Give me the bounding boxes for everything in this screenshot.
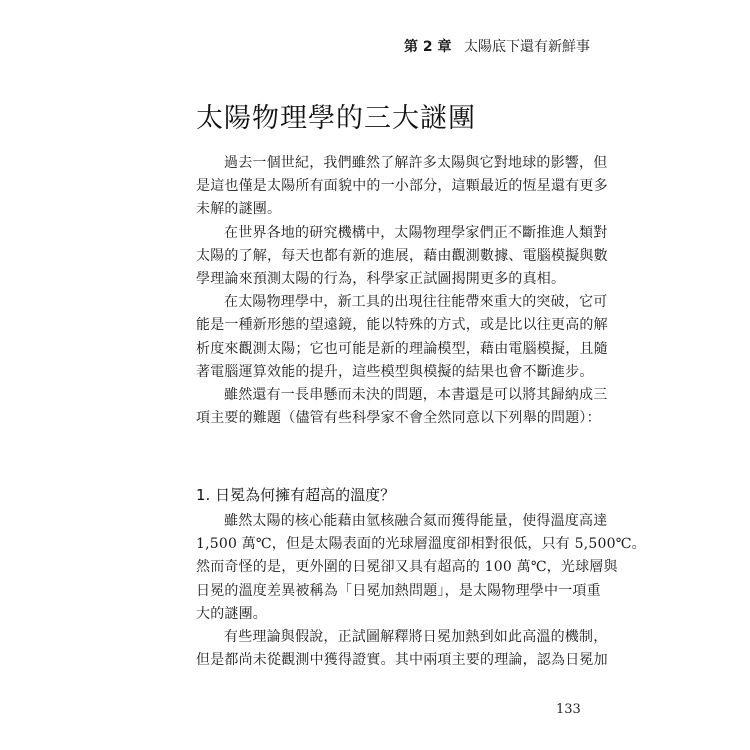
text-line: 過去一個世紀，我們雖然了解許多太陽與它對地球的影響，但 — [224, 155, 608, 171]
text-line: 項主要的難題（儘管有些科學家不會全然同意以下列舉的問題）： — [196, 410, 601, 427]
text-line: 1,500 萬℃，但是太陽表面的光球層溫度卻相對很低，只有 5,500℃。 — [196, 536, 646, 553]
text-line: 大的謎團。 — [196, 605, 267, 622]
text-line: 但是都尚未從觀測中獲得證實。其中兩項主要的理論，認為日冕加 — [196, 652, 608, 669]
text-line: 未解的謎團。 — [196, 201, 282, 218]
text-line: 有些理論與假說，正試圖解釋將日冕加熱到如此高溫的機制， — [224, 628, 608, 645]
text-line: 然而奇怪的是，更外圍的日冕卻又具有超高的 100 萬℃，光球層與 — [196, 559, 618, 576]
section-heading: 1. 日冕為何擁有超高的溫度？ — [196, 486, 396, 504]
intro-text — [196, 152, 608, 430]
section-text — [196, 510, 646, 672]
text-line: 在太陽物理學中，新工具的出現往往能帶來重大的突破，它可 — [224, 294, 608, 311]
chapter-title: 太陽底下還有新鮮事 — [464, 39, 590, 55]
text-line: 是這也僅是太陽所有面貌中的一小部分，這顆最近的恆星還有更多 — [196, 178, 608, 195]
text-line: 太陽的了解，每天也都有新的進展，藉由觀測數據、電腦模擬與數 — [196, 247, 608, 264]
page-number: 133 — [556, 702, 581, 717]
chapter-number: 第 2 章 — [404, 39, 452, 55]
text-line: 雖然太陽的核心能藉由氫核融合氦而獲得能量，使得溫度高達 — [224, 513, 608, 529]
text-line: 在世界各地的研究機構中，太陽物理學家們正不斷推進人類對 — [224, 224, 608, 241]
text-line: 雖然還有一長串懸而未決的問題，本書還是可以將其歸納成三 — [224, 386, 608, 403]
text-line: 能是一種新形態的望遠鏡，能以特殊的方式，或是比以往更高的解 — [196, 317, 608, 334]
text-line: 日冕的溫度差異被稱為「日冕加熱問題」，是太陽物理學中一項重 — [196, 582, 601, 599]
text-line: 析度來觀測太陽；它也可能是新的理論模型，藉由電腦模擬，且隨 — [196, 340, 608, 357]
text-line: 著電腦運算效能的提升，這些模型與模擬的結果也會不斷進步。 — [196, 363, 594, 380]
running-header — [404, 36, 590, 56]
text-line: 學理論來預測太陽的行為，科學家正試圖揭開更多的真相。 — [196, 270, 566, 287]
page-title: 太陽物理學的三大謎團 — [196, 103, 476, 134]
